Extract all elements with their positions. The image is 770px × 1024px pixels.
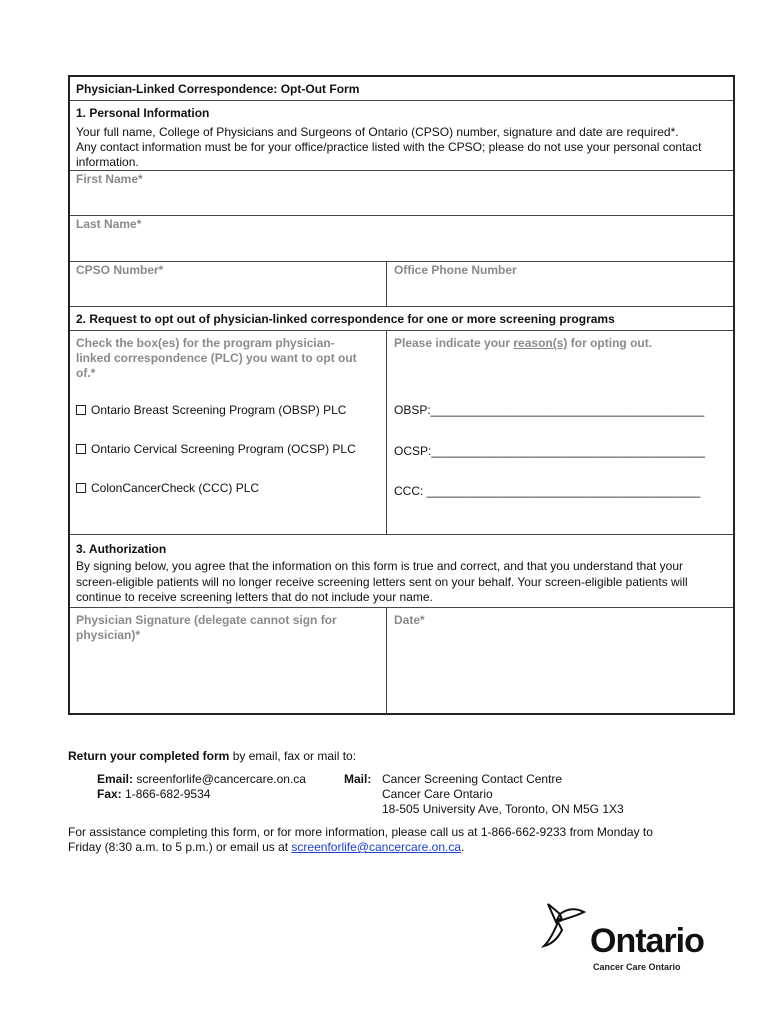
checkbox-icon[interactable] <box>76 483 86 493</box>
assistance-text: Friday (8:30 a.m. to 5 p.m.) or email us at screenforlife@cancercare.on.ca. <box>68 840 465 854</box>
section1-heading: 1. Personal Information <box>76 106 210 120</box>
mail-address-line: 18-505 University Ave, Toronto, ON M5G 1X3 <box>382 802 624 816</box>
opt-out-form <box>68 75 735 715</box>
checkbox-icon[interactable] <box>76 444 86 454</box>
first-name-label: First Name* <box>76 172 143 186</box>
program-option-ocsp[interactable]: Ontario Cervical Screening Program (OCSP) PLC <box>76 442 356 456</box>
check-instructions: linked correspondence (PLC) you want to opt out <box>76 351 357 365</box>
section2-heading: 2. Request to opt out of physician-linked correspondence for one or more screening programs <box>76 312 615 326</box>
first-name-field[interactable] <box>70 171 733 216</box>
form-title-row <box>70 77 733 101</box>
section2-body <box>70 331 733 535</box>
section1-intro-line: Your full name, College of Physicians and Surgeons of Ontario (CPSO) number, signature and date are required*. <box>76 125 679 139</box>
signature-row <box>70 608 733 713</box>
last-name-label: Last Name* <box>76 217 142 231</box>
signature-field[interactable] <box>70 608 386 713</box>
section3-intro <box>70 535 733 608</box>
office-phone-label: Office Phone Number <box>394 263 517 277</box>
date-field[interactable] <box>387 608 733 713</box>
signature-label: Physician Signature (delegate cannot sign for <box>76 613 337 627</box>
reason-field-ocsp[interactable]: OCSP:_________________________________________ <box>394 444 705 458</box>
section2-heading-row <box>70 307 733 331</box>
cpso-number-input[interactable] <box>70 262 386 307</box>
fax-contact: Fax: 1-866-682-9534 <box>97 787 211 801</box>
mail-address-line: Cancer Screening Contact Centre <box>382 772 563 786</box>
cpso-phone-row <box>70 262 733 307</box>
section1-intro-line: Any contact information must be for your office/practice listed with the CPSO; please do not use your personal contact <box>76 140 702 154</box>
trillium-icon <box>540 900 588 956</box>
checkbox-icon[interactable] <box>76 405 86 415</box>
last-name-field[interactable] <box>70 216 733 262</box>
return-instructions: Return your completed form by email, fax or mail to: <box>68 749 357 763</box>
form-title: Physician-Linked Correspondence: Opt-Out Form <box>76 82 360 96</box>
divider <box>386 331 387 535</box>
reason-field-ccc[interactable]: CCC: _________________________________________ <box>394 484 701 498</box>
section3-text-line: By signing below, you agree that the information on this form is true and correct, and that you understand that your <box>76 559 684 573</box>
assistance-text: For assistance completing this form, or for more information, please call us at 1-866-662-9233 from Monday to <box>68 825 653 839</box>
email-contact: Email: screenforlife@cancercare.on.ca <box>97 772 306 786</box>
cpso-number-label: CPSO Number* <box>76 263 164 277</box>
date-label: Date* <box>394 613 425 627</box>
email-link[interactable]: screenforlife@cancercare.on.ca <box>291 840 462 854</box>
section1-intro <box>70 101 733 171</box>
logo-wordmark: Ontario <box>590 922 704 960</box>
logo-subtitle: Cancer Care Ontario <box>593 962 681 972</box>
mail-label: Mail: <box>344 772 372 786</box>
program-option-obsp[interactable]: Ontario Breast Screening Program (OBSP) PLC <box>76 403 346 417</box>
ontario-logo <box>540 900 704 980</box>
section1-intro-line: information. <box>76 155 139 169</box>
check-instructions: of.* <box>76 366 96 380</box>
reason-instructions: Please indicate your reason(s) for opting out. <box>394 336 653 350</box>
office-phone-input[interactable] <box>387 262 733 307</box>
check-instructions: Check the box(es) for the program physician- <box>76 336 335 350</box>
section3-text-line: screen-eligible patients will no longer receive screening letters sent on your behalf. Your screen-eligible patients will <box>76 575 688 589</box>
program-option-ccc[interactable]: ColonCancerCheck (CCC) PLC <box>76 481 259 495</box>
reason-field-obsp[interactable]: OBSP:_________________________________________ <box>394 403 705 417</box>
section3-text-line: continue to receive screening letters that do not include your name. <box>76 590 433 604</box>
mail-address-line: Cancer Care Ontario <box>382 787 493 801</box>
signature-label: physician)* <box>76 628 141 642</box>
section3-heading: 3. Authorization <box>76 542 167 556</box>
